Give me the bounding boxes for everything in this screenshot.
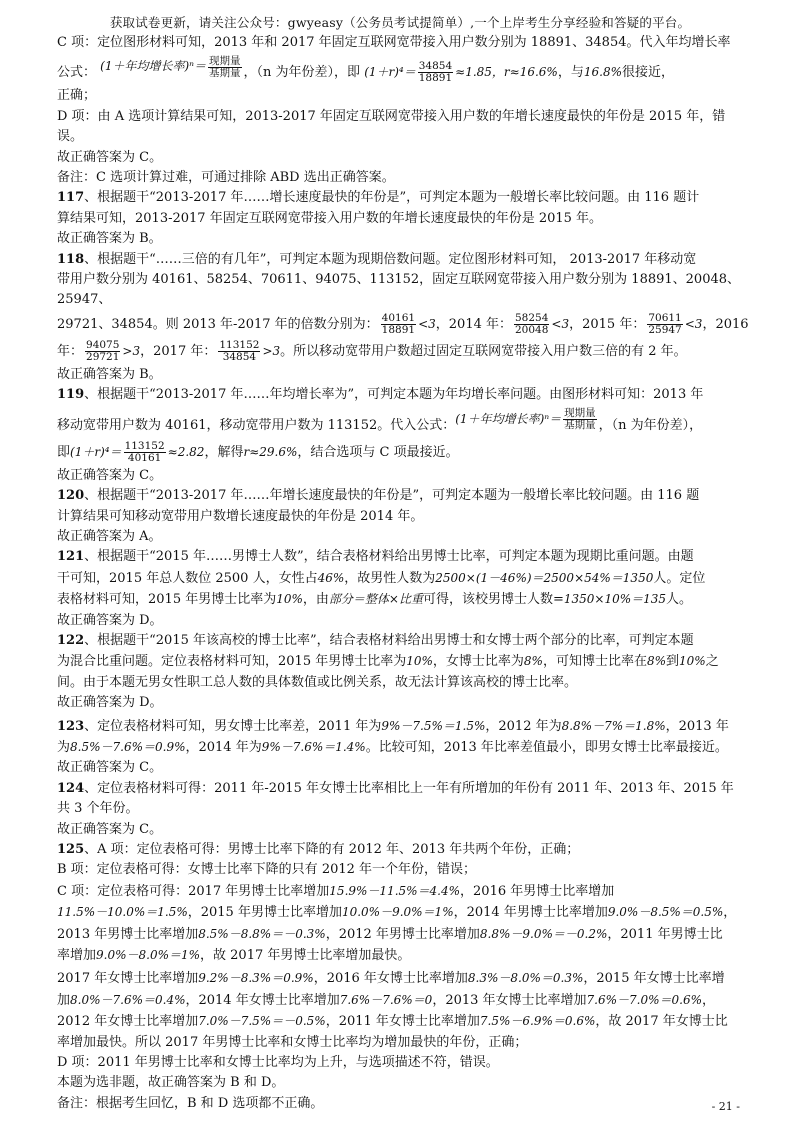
q122-line1: 122、根据题干“2015 年该高校的博士比率”，结合表格材料给出男博士和女博士两个部分的比率，可判定本题 <box>57 632 694 648</box>
q116-c-line1: C 项：定位图形材料可知，2013 年和 2017 年固定互联网宽带接入用户数分别为 18891、34854。代入年均增长率 <box>57 35 731 50</box>
q125-d: D 项：2011 年男博士比率和女博士比率均为上升，与选项描述不符，错误。 <box>57 1055 499 1071</box>
q123-answer: 故正确答案为 C。 <box>57 760 163 776</box>
q125-c-line1: C 项：定位表格可得：2017 年男博士比率增加15.9%－11.5%＝4.4%，2016 年男博士比率增加 <box>57 883 615 899</box>
q120-line2: 计算结果可知移动宽带用户数增长速度最快的年份是 2014 年。 <box>57 508 424 524</box>
q125-c-line3: 2013 年男博士比率增加8.5%－8.8%＝－0.3%，2012 年男博士比率增加8.8%－9.0%＝－0.2%，2011 年男博士比 <box>57 926 723 942</box>
q122-line3: 间。由于本题无男女性职工总人数的具体数值或比例关系，故无法计算该高校的博士比率。 <box>57 674 578 690</box>
q125-c-line7: 2012 年女博士比率增加7.0%－7.5%＝－0.5%，2011 年女博士比率增加7.5%－6.9%＝0.6%，故 2017 年女博士比 <box>57 1014 728 1030</box>
q119-answer: 故正确答案为 C。 <box>57 467 163 483</box>
q118-line2: 带用户数分别为 40161、58254、70611、94075、113152，固定互联网宽带接入用户数分别为 18891、20048、25947、 <box>57 272 741 308</box>
q125-c-line2: 11.5%－10.0%＝1.5%，2015 年男博士比率增加10.0%－9.0%＝1%，2014 年男博士比率增加9.0%－8.5%＝0.5%， <box>57 905 737 921</box>
q119-line1: 119、根据题干“2013-2017 年……年均增长率为”，可判定本题为年均增长率问题。由图形材料可知：2013 年 <box>57 387 704 403</box>
q125-c-line6: 加8.0%－7.6%＝0.4%，2014 年女博士比率增加7.6%－7.6%＝0，2013 年女博士比率增加7.6%－7.0%＝0.6%， <box>57 992 716 1008</box>
q125-a: 125、A 项：定位表格可得：男博士比率下降的有 2012 年、2013 年共两个年份，正确； <box>57 842 580 857</box>
q123-line2: 为8.5%－7.6%＝0.9%，2014 年为9%－7.6%＝1.4%。比较可知，2013 年比率差值最小，即男女博士比率最接近。 <box>57 739 728 755</box>
q125-note: 备注：根据考生回忆，B 和 D 选项都不正确。 <box>57 1095 324 1111</box>
answer-explanations <box>57 33 763 1114</box>
q125-c-line5: 2017 年女博士比率增加9.2%－8.3%＝0.9%，2016 年女博士比率增加8.3%－8.0%＝0.3%，2015 年女博士比率增 <box>57 971 725 987</box>
q119-line3: 即(1＋r)⁴＝ $\frac{113152}{40161}$ ≈2.82，解得r≈29.6%，结合选项与 C 项最接近。 <box>57 439 459 464</box>
q125-c-line4: 率增加9.0%－8.0%＝1%，故 2017 年男博士比率增加最快。 <box>57 948 411 964</box>
q121-line1: 121、根据题干“2015 年……男博士人数”，结合表格材料给出男博士比率，可判定本题为现期比重问题。由题 <box>57 549 694 565</box>
q124-line1: 124、定位表格材料可得：2011 年-2015 年女博士比率相比上一年有所增加的年份有 2011 年、2013 年、2015 年 <box>57 780 734 796</box>
q116-note: 备注：C 选项计算过难，可通过排除 ABD 选出正确答案。 <box>57 170 395 186</box>
q121-line3: 表格材料可知，2015 年男博士比率为10%，由部分＝整体×比重可得，该校男博士人数=1350×10%＝135人。 <box>57 592 693 608</box>
q121-line2: 干可知，2015 年总人数位 2500 人，女性占46%，故男性人数为2500×(1－46%)＝2500×54%＝1350人。定位 <box>57 570 706 586</box>
q116-answer: 故正确答案为 C。 <box>57 149 163 165</box>
q125-b: B 项：定位表格可得：女博士比率下降的只有 2012 年一个年份，错误； <box>57 862 477 878</box>
q119-line2: 移动宽带用户数为 40161，移动宽带用户数为 113152。代入公式：(1＋年均增长率)ⁿ＝ $\frac{\text{现期量}}{\text{基期量}}$ ，（n 为年份差）， <box>57 407 703 433</box>
q116-c-line2: 公式： (1＋年均增长率)ⁿ＝ $\frac{\text{现期量}}{\text{基期量}}$ ，（n 为年份差），即 (1＋r)⁴＝ $\frac{34854}{18891}$ ≈1.85，r≈16.6%，与16.8%很接近， <box>57 54 674 85</box>
q116-d-line1: D 项：由 A 选项计算结果可知，2013-2017 年固定互联网宽带接入用户数的年增长速度最快的年份是 2015 年，错 <box>57 108 726 124</box>
q116-c-line3: 正确； <box>57 88 97 104</box>
q118-line1: 118、根据题干“……三倍的有几年”，可判定本题为现期倍数问题。定位图形材料可知， 2013-2017 年移动宽 <box>57 251 697 267</box>
q124-line2: 共 3 个年份。 <box>57 801 139 817</box>
q120-answer: 故正确答案为 A。 <box>57 528 162 544</box>
q120-line1: 120、根据题干“2013-2017 年……年增长速度最快的年份是”，可判定本题为一般增长率比较问题。由 116 题 <box>57 488 700 504</box>
q117-line2: 算结果可知，2013-2017 年固定互联网宽带接入用户数的年增长速度最快的年份是 2015 年。 <box>57 210 603 226</box>
q125-c-line8: 率增加最快。所以 2017 年男博士比率和女博士比率均为增加最快的年份，正确； <box>57 1034 528 1050</box>
q116-d-line2: 误。 <box>57 129 84 145</box>
q122-answer: 故正确答案为 D。 <box>57 695 163 711</box>
page-header: 获取试卷更新，请关注公众号：gwyeasy（公务员考试提简单）,一个上岸考生分享经验和答疑的平台。 <box>109 15 691 30</box>
q123-line1: 123、定位表格材料可知，男女博士比率差，2011 年为9%－7.5%＝1.5%，2012 年为8.8%－7%＝1.8%，2013 年 <box>57 718 729 734</box>
q124-answer: 故正确答案为 C。 <box>57 821 163 837</box>
q122-line2: 为混合比重问题。定位表格材料可知，2015 年男博士比率为10%，女博士比率为8%，可知博士比率在8%到10%之 <box>57 654 719 670</box>
q121-answer: 故正确答案为 D。 <box>57 612 163 628</box>
q117-answer: 故正确答案为 B。 <box>57 231 162 247</box>
q125-answer: 本题为选非题，故正确答案为 B 和 D。 <box>57 1075 285 1091</box>
q117-line1: 117、根据题干“2013-2017 年……增长速度最快的年份是”，可判定本题为一般增长率比较问题。由 116 题计 <box>57 190 700 206</box>
q118-answer: 故正确答案为 B。 <box>57 366 162 382</box>
q118-line3: 29721、34854。则 2013 年-2017 年的倍数分别为： $\frac{40161}{18891}$ <3，2014 年： $\frac{58254}{20048}$ <3，2015 年： $\frac{70611}{25947}$ <3，2016 <box>57 311 749 336</box>
page-number: - 21 - <box>711 1100 740 1113</box>
q118-line4: 年： $\frac{94075}{29721}$ >3，2017 年： $\frac{113152}{34854}$ >3。所以移动宽带用户数超过固定互联网宽带接入用户数三倍的有 2 年。 <box>57 338 687 363</box>
